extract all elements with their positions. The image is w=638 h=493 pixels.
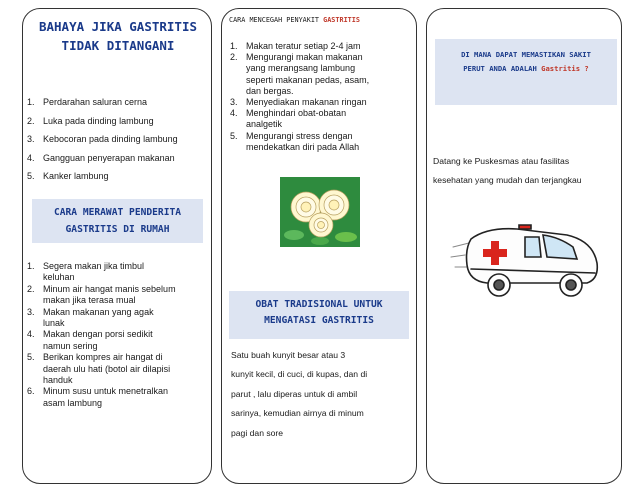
care-steps-list	[27, 261, 211, 409]
list-item: 5. Berikan kompres air hangat di daerah ulu hati (botol air dilapisi handuk	[27, 352, 171, 386]
list-item: 2. Luka pada dinding lambung	[27, 115, 154, 126]
dangers-title-line2: TIDAK DITANGANI	[61, 38, 175, 53]
roses-illustration	[280, 177, 360, 247]
list-item: 5. Mengurangi stress dengan mendekatkan diri pada Allah	[230, 130, 360, 152]
list-item: 4. Makan dengan porsi sedikit namun sering	[27, 329, 153, 351]
where-text: Datang ke Puskesmas atau fasilitas kesehatan yang mudah dan terjangkau	[433, 156, 582, 186]
prevent-steps-list	[230, 41, 410, 153]
remedy-text: Satu buah kunyit besar atau 3 kunyit kecil, di cuci, di kupas, dan di parut , lalu diperas untuk di ambil sarinya, kemudian airnya di minum pagi dan sore	[231, 350, 368, 438]
list-item: 1. Perdarahan saluran cerna	[27, 97, 148, 107]
list-item: 6. Minum susu untuk menetralkan asam lambung	[27, 386, 169, 408]
list-item: 1. Makan teratur setiap 2-4 jam	[230, 41, 361, 51]
dangers-list	[27, 93, 211, 186]
ambulance-illustration	[447, 217, 603, 303]
list-item: 2. Mengurangi makan makanan yang merangsang lambung seperti makanan pedas, asam, dan bergas.	[230, 52, 370, 96]
dangers-title	[27, 17, 209, 55]
middle-panel	[221, 8, 417, 484]
list-item: 2. Minum air hangat manis sebelum makan jika terasa mual	[27, 283, 176, 306]
dangers-title-line1: BAHAYA JIKA GASTRITIS	[38, 19, 198, 34]
list-item: 4. Gangguan penyerapan makanan	[27, 152, 175, 163]
list-item: 1. Segera makan jika timbul keluhan	[27, 261, 145, 283]
where-heading: DI MANA DAPAT MEMASTIKAN SAKIT PERUT ANDA ADALAH Gastritis ?	[435, 39, 617, 105]
list-item: 4. Menghindari obat-obatan analgetik	[230, 108, 347, 130]
left-panel	[22, 8, 212, 484]
care-heading: CARA MERAWAT PENDERITA GASTRITIS DI RUMAH	[32, 199, 203, 243]
remedy-heading: OBAT TRADISIONAL UNTUK MENGATASI GASTRITIS	[229, 291, 409, 339]
list-item: 3. Kebocoran pada dinding lambung	[27, 134, 178, 145]
list-item: 5. Kanker lambung	[27, 171, 109, 182]
prevent-heading: CARA MENCEGAH PENYAKIT GASTRITIS	[229, 16, 360, 24]
list-item: 3. Menyediakan makanan ringan	[230, 97, 367, 108]
right-panel	[426, 8, 622, 484]
list-item: 3. Makan makanan yang agak lunak	[27, 306, 154, 329]
